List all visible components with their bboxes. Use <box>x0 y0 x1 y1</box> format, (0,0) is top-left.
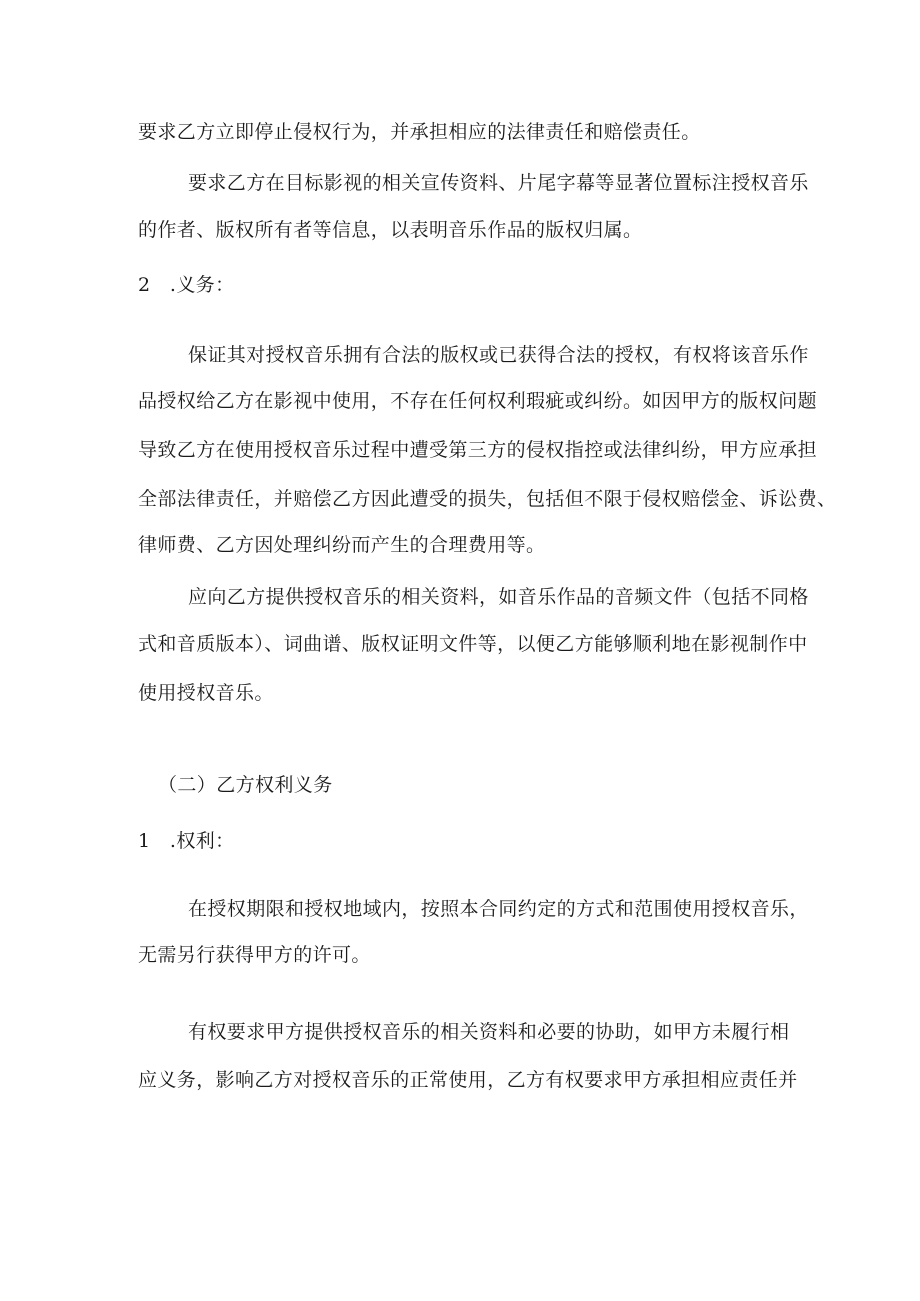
paragraph-line: 有权要求甲方提供授权音乐的相关资料和必要的协助，如甲方未履行相 <box>188 1021 790 1043</box>
paragraph-line: 保证其对授权音乐拥有合法的版权或已获得合法的授权，有权将该音乐作 <box>188 344 809 366</box>
paragraph-line: 式和音质版本）、词曲谱、版权证明文件等，以便乙方能够顺利地在影视制作中 <box>138 633 808 655</box>
paragraph-line: 应义务，影响乙方对授权音乐的正常使用，乙方有权要求甲方承担相应责任并 <box>138 1069 798 1091</box>
paragraph-line: 无需另行获得甲方的许可。 <box>138 944 371 966</box>
paragraph-line: 使用授权音乐。 <box>138 682 274 704</box>
paragraph-line: 应向乙方提供授权音乐的相关资料，如音乐作品的音频文件（包括不同格 <box>188 586 809 608</box>
paragraph-line: 在授权期限和授权地域内，按照本合同约定的方式和范围使用授权音乐， <box>188 898 809 920</box>
paragraph-line: 的作者、版权所有者等信息，以表明音乐作品的版权归属。 <box>138 219 643 241</box>
paragraph-line: 要求乙方立即停止侵权行为，并承担相应的法律责任和赔偿责任。 <box>138 121 701 143</box>
paragraph-line: 全部法律责任，并赔偿乙方因此遭受的损失，包括但不限于侵权赔偿金、诉讼费、 <box>138 488 837 510</box>
paragraph-line: 要求乙方在目标影视的相关宣传资料、片尾字幕等显著位置标注授权音乐 <box>188 172 809 194</box>
heading-obligations: 2 .义务： <box>138 274 235 296</box>
heading-rights: 1 .权利： <box>138 830 235 852</box>
section-heading: （二）乙方权利义务 <box>158 774 333 796</box>
paragraph-line: 品授权给乙方在影视中使用，不存在任何权利瑕疵或纠纷。如因甲方的版权问题 <box>138 390 818 412</box>
paragraph-line: 导致乙方在使用授权音乐过程中遭受第三方的侵权指控或法律纠纷，甲方应承担 <box>138 439 818 461</box>
paragraph-line: 律师费、乙方因处理纠纷而产生的合理费用等。 <box>138 534 546 556</box>
